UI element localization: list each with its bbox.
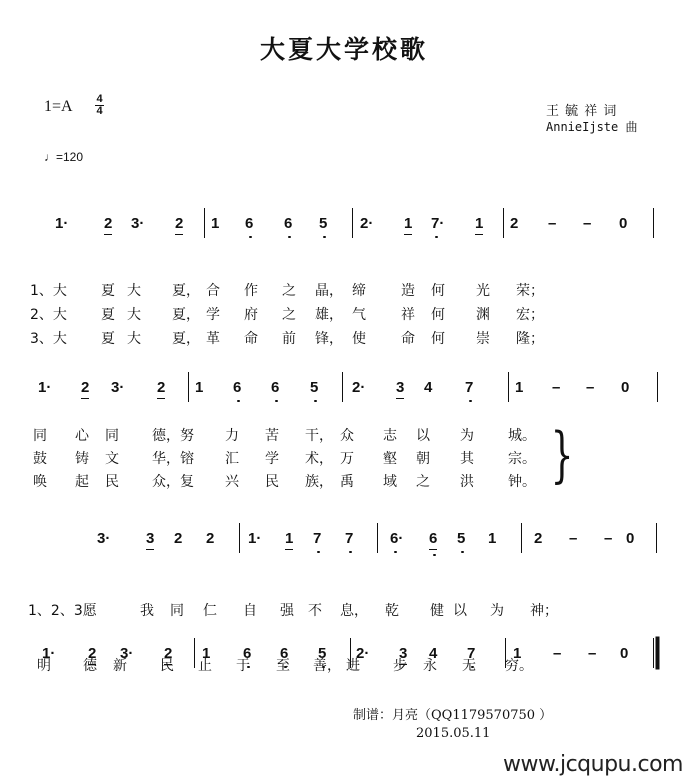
lyric-syllable: 为 <box>490 603 504 619</box>
lyric-syllable: 汇 <box>225 451 239 467</box>
barline <box>377 523 378 553</box>
lyric-syllable: 华， <box>152 451 180 467</box>
lyric-syllable: 缔 <box>352 283 366 299</box>
lyric-syllable: 崇 <box>476 331 490 347</box>
note: 2 <box>175 216 183 232</box>
lyric-syllable: 德 <box>83 658 97 674</box>
lyric-syllable: 命 <box>401 331 415 347</box>
lyric-syllable: 之 <box>282 307 296 323</box>
lyric-syllable: 心 <box>75 428 89 444</box>
sustain-dash: – <box>604 530 613 547</box>
barline <box>194 638 195 668</box>
sustain-dash: – <box>569 530 578 547</box>
lyric-syllable: 以 <box>453 603 467 619</box>
note: 2· <box>356 645 370 662</box>
lyric-syllable: 之 <box>282 283 296 299</box>
note: 7 <box>313 531 321 547</box>
sustain-dash: – <box>583 215 592 232</box>
lyric-syllable: 起 <box>75 474 89 490</box>
note: 5 <box>319 216 327 232</box>
lyric-syllable: 何 <box>431 331 445 347</box>
low-octave-dot <box>314 400 317 403</box>
lyric-syllable: 文 <box>105 451 119 467</box>
lyric-syllable: 夏， <box>172 283 200 299</box>
barline <box>342 372 343 402</box>
note: 1· <box>55 215 69 232</box>
song-title: 大夏大学校歌 <box>259 35 428 64</box>
lyric-syllable: 力 <box>225 428 239 444</box>
note: 3· <box>120 645 134 662</box>
lyric-syllable: 努 <box>180 428 194 444</box>
lyric-syllable: 晶， <box>315 283 343 299</box>
note: 6 <box>243 646 251 662</box>
lyric-syllable: 前 <box>282 331 296 347</box>
composer-credit: AnnieIjste 曲 <box>546 120 638 134</box>
lyric-syllable: 锋， <box>315 331 343 347</box>
lyric-syllable: 夏 <box>101 331 115 347</box>
lyric-syllable: 光 <box>476 283 490 299</box>
lyric-syllable: 渊 <box>476 307 490 323</box>
tempo-marking: ♩=120 <box>44 150 84 164</box>
lyric-syllable: 众 <box>340 428 354 444</box>
note: 2 <box>164 646 172 662</box>
lyric-syllable: 学 <box>206 307 220 323</box>
eighth-underline <box>429 549 437 550</box>
lyric-syllable: 大 <box>127 307 141 323</box>
lyric-syllable: 健 <box>430 603 444 619</box>
lyric-syllable: 朝 <box>416 451 430 467</box>
eighth-underline <box>81 398 89 399</box>
sustain-dash: – <box>588 645 597 662</box>
barline <box>188 372 189 402</box>
note: 6· <box>390 531 403 547</box>
note: 2 <box>157 380 165 396</box>
lyricist-credit: 王 毓 祥 词 <box>546 104 618 119</box>
note: 6 <box>233 380 241 396</box>
lyric-syllable: 造 <box>401 283 415 299</box>
lyric-syllable: 洪 <box>460 474 474 490</box>
note: 1 <box>202 645 211 662</box>
lyric-syllable: 府 <box>244 307 258 323</box>
note: 3· <box>131 215 145 232</box>
note: 6 <box>429 531 437 547</box>
sustain-dash: – <box>552 379 561 396</box>
lyric-syllable: 祥 <box>401 307 415 323</box>
note: 2 <box>206 530 215 547</box>
lyric-syllable: 作 <box>244 283 258 299</box>
lyric-syllable: 息， <box>340 603 368 619</box>
note: 6 <box>271 380 279 396</box>
lyric-syllable: 铸 <box>75 451 89 467</box>
lyric-syllable: 何 <box>431 283 445 299</box>
note: 7 <box>467 646 475 662</box>
lyric-syllable: 其 <box>460 451 474 467</box>
note: 1 <box>195 379 204 396</box>
barline <box>352 208 353 238</box>
lyric-syllable: 学 <box>265 451 279 467</box>
lyric-syllable: 雄， <box>315 307 343 323</box>
time-signature <box>95 94 104 117</box>
note: 5 <box>457 531 465 547</box>
lyric-syllable: 为 <box>460 428 474 444</box>
lyric-syllable: 干， <box>305 428 333 444</box>
eighth-underline <box>404 234 412 235</box>
lyric-syllable: 宗。 <box>508 451 536 467</box>
lyric-syllable: 合 <box>206 283 220 299</box>
lyric-syllable: 无 <box>462 658 476 674</box>
arranger-credit: 制谱：月亮（QQ1179570750 ） <box>353 708 553 723</box>
barline <box>521 523 522 553</box>
low-octave-dot <box>249 236 252 239</box>
lyric-syllable: 至 <box>276 658 290 674</box>
note: 1 <box>515 379 524 396</box>
lyric-syllable: 善， <box>313 658 341 674</box>
lyric-syllable: 穷。 <box>505 658 533 674</box>
lyric-syllable: 之 <box>416 474 430 490</box>
time-top: 4 <box>96 93 103 105</box>
low-octave-dot <box>394 551 397 554</box>
barline <box>657 372 658 402</box>
note: 1· <box>38 379 52 396</box>
lyric-syllable: 使 <box>352 331 366 347</box>
note: 2 <box>510 215 519 232</box>
note: 7 <box>345 531 353 547</box>
note: 2 <box>104 216 112 232</box>
lyric-syllable: 兴 <box>225 474 239 490</box>
note: 2 <box>534 530 543 547</box>
key-signature: 1=A <box>44 98 73 115</box>
note: 7· <box>431 216 444 232</box>
low-octave-dot <box>349 551 352 554</box>
eighth-underline <box>475 234 483 235</box>
note: 2 <box>88 646 96 662</box>
date-text: 2015.05.11 <box>416 726 491 741</box>
lyric-syllable: 大 <box>127 283 141 299</box>
note: 1 <box>404 216 412 232</box>
eighth-underline <box>175 234 183 235</box>
note: 0 <box>620 645 629 662</box>
lyric-syllable: 于 <box>236 658 250 674</box>
sustain-dash: – <box>586 379 595 396</box>
note: 0 <box>621 379 630 396</box>
low-octave-dot <box>435 236 438 239</box>
lyric-syllable: 1、大 <box>30 283 67 299</box>
lyric-syllable: 气 <box>352 307 366 323</box>
lyric-syllable: 神； <box>530 603 558 619</box>
lyric-syllable: 3、大 <box>30 331 67 347</box>
lyric-syllable: 城。 <box>508 428 536 444</box>
note: 0 <box>626 530 635 547</box>
lyric-syllable: 仁 <box>203 603 217 619</box>
lyric-syllable: 不 <box>308 603 322 619</box>
low-octave-dot <box>317 551 320 554</box>
lyric-syllable: 隆； <box>516 331 544 347</box>
lyric-syllable: 2、大 <box>30 307 67 323</box>
lyric-syllable: 复 <box>180 474 194 490</box>
barline <box>508 372 509 402</box>
lyric-syllable: 何 <box>431 307 445 323</box>
lyric-syllable: 1、2、3愿 <box>28 603 97 619</box>
eighth-underline <box>146 549 154 550</box>
lyric-syllable: 众， <box>152 474 180 490</box>
lyrics-brace: } <box>550 420 574 490</box>
low-octave-dot <box>433 554 436 557</box>
note: 2 <box>174 530 183 547</box>
lyric-syllable: 夏 <box>101 283 115 299</box>
lyric-syllable: 同 <box>170 603 184 619</box>
lyric-syllable: 以 <box>416 428 430 444</box>
low-octave-dot <box>237 400 240 403</box>
barline <box>653 208 654 238</box>
lyric-syllable: 进 <box>346 658 360 674</box>
sustain-dash: – <box>548 215 557 232</box>
low-octave-dot <box>461 551 464 554</box>
barline <box>204 208 205 238</box>
barline <box>656 523 657 553</box>
barline <box>239 523 240 553</box>
lyric-syllable: 新 <box>113 658 127 674</box>
note: 3· <box>97 530 111 547</box>
note: 6 <box>245 216 253 232</box>
note: 1 <box>475 216 483 232</box>
low-octave-dot <box>275 400 278 403</box>
note: 4 <box>429 645 438 662</box>
sustain-dash: – <box>553 645 562 662</box>
lyric-syllable: 我 <box>140 603 154 619</box>
lyric-syllable: 苦 <box>265 428 279 444</box>
note: 2· <box>352 379 366 396</box>
lyric-syllable: 志 <box>383 428 397 444</box>
lyric-syllable: 步 <box>393 658 407 674</box>
eighth-underline <box>396 398 404 399</box>
note: 7 <box>465 380 473 396</box>
lyric-syllable: 德， <box>152 428 180 444</box>
barline <box>503 208 504 238</box>
lyric-syllable: 民 <box>160 658 174 674</box>
low-octave-dot <box>469 400 472 403</box>
note: 1 <box>488 530 497 547</box>
lyric-syllable: 壑 <box>383 451 397 467</box>
lyric-syllable: 夏 <box>101 307 115 323</box>
eighth-underline <box>104 234 112 235</box>
note: 1 <box>285 531 293 547</box>
note: 1· <box>42 645 56 662</box>
note: 2· <box>360 215 374 232</box>
lyric-syllable: 夏， <box>172 307 200 323</box>
eighth-underline <box>285 549 293 550</box>
note: 4 <box>424 379 433 396</box>
note: 0 <box>619 215 628 232</box>
note: 1 <box>513 645 522 662</box>
time-bottom: 4 <box>96 105 103 117</box>
lyric-syllable: 永 <box>423 658 437 674</box>
lyric-syllable: 命 <box>244 331 258 347</box>
low-octave-dot <box>323 236 326 239</box>
lyric-syllable: 自 <box>243 603 257 619</box>
note: 2 <box>81 380 89 396</box>
lyric-syllable: 域 <box>383 474 397 490</box>
lyric-syllable: 民 <box>105 474 119 490</box>
lyric-syllable: 明 <box>37 658 51 674</box>
lyric-syllable: 术， <box>305 451 333 467</box>
lyric-syllable: 夏， <box>172 331 200 347</box>
lyric-syllable: 钟。 <box>508 474 536 490</box>
lyric-syllable: 宏； <box>516 307 544 323</box>
lyric-syllable: 鼓 <box>33 451 47 467</box>
note: 3 <box>396 380 404 396</box>
lyric-syllable: 止 <box>198 658 212 674</box>
lyric-syllable: 唤 <box>33 474 47 490</box>
note: 1· <box>248 530 262 547</box>
note: 5 <box>318 646 326 662</box>
note: 5 <box>310 380 318 396</box>
watermark: www.jcqupu.com <box>503 752 683 777</box>
note: 3· <box>111 379 125 396</box>
lyric-syllable: 万 <box>340 451 354 467</box>
note: 6 <box>284 216 292 232</box>
lyric-syllable: 大 <box>127 331 141 347</box>
lyric-syllable: 荣； <box>516 283 544 299</box>
lyric-syllable: 镕 <box>180 451 194 467</box>
lyric-syllable: 同 <box>105 428 119 444</box>
note: 6 <box>280 646 288 662</box>
lyric-syllable: 强 <box>280 603 294 619</box>
lyric-syllable: 革 <box>206 331 220 347</box>
lyric-syllable: 族， <box>305 474 333 490</box>
lyric-syllable: 同 <box>33 428 47 444</box>
note: 1 <box>211 215 220 232</box>
low-octave-dot <box>288 236 291 239</box>
eighth-underline <box>157 398 165 399</box>
lyric-syllable: 乾 <box>385 603 399 619</box>
lyric-syllable: 民 <box>265 474 279 490</box>
note: 3 <box>399 646 407 662</box>
final-barline <box>653 638 654 668</box>
note: 3 <box>146 531 154 547</box>
lyric-syllable: 禹 <box>340 474 354 490</box>
